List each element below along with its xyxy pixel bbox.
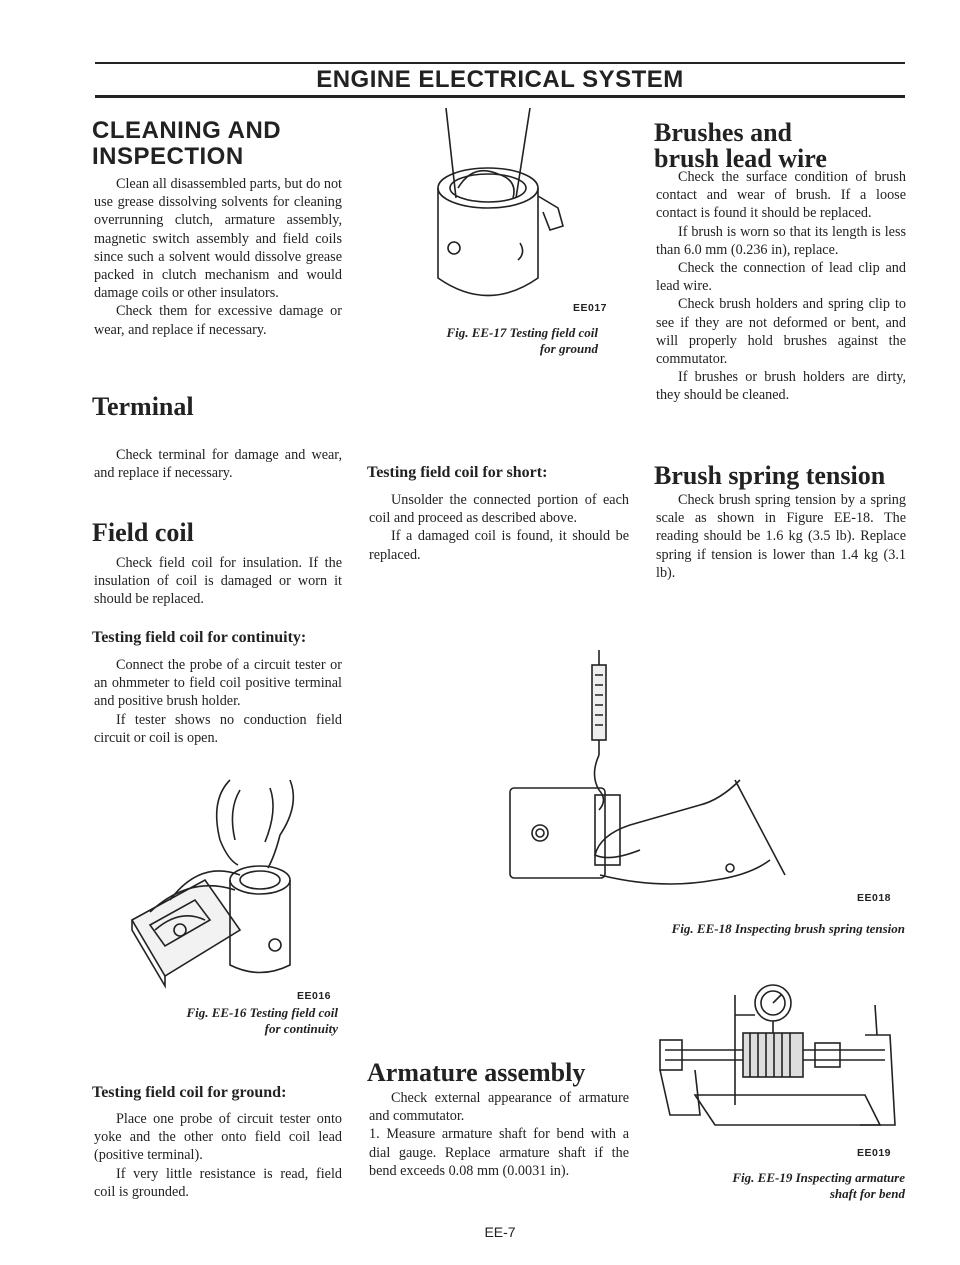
cleaning-title <box>92 118 281 170</box>
fig-ee19-illustration <box>655 975 900 1145</box>
fieldcoil-text <box>94 554 342 609</box>
fig-ee19-caption-line-2: shaft for bend <box>829 1186 905 1201</box>
continuity-title: Testing field coil for continuity: <box>92 629 307 646</box>
brushes-paragraph-1: Check the surface condition of brush contact and wear of brush. If a loose contact is found it should be replaced. <box>656 169 906 222</box>
header-rule-top <box>95 62 905 64</box>
page-number: EE-7 <box>484 1224 516 1240</box>
cleaning-paragraph-1: Clean all disassembled parts, but do not use grease dissolving solvents for cleaning overrunning clutch, armature assembly, magnetic switch assembly and field coils since such a solvent would dissolve grease packed in clutch mechanism and would damage coils or other insulators. <box>94 176 342 302</box>
fig-ee18-caption: Fig. EE-18 Inspecting brush spring tension <box>671 921 905 936</box>
terminal-text <box>94 446 342 482</box>
fig-ee16-illustration <box>110 780 310 990</box>
terminal-paragraph-1: Check terminal for damage and wear, and replace if necessary. <box>94 447 342 482</box>
fieldcoil-title: Field coil <box>92 518 194 547</box>
fig-ee16-caption-line-2: for continuity <box>264 1021 338 1036</box>
cleaning-title-line-2: INSPECTION <box>92 143 244 170</box>
short-paragraph-1: Unsolder the connected portion of each coil and proceed as described above. <box>369 492 629 527</box>
fig-ee16-code: EE016 <box>297 990 332 1002</box>
armature-paragraph-1: Check external appearance of armature and commutator. <box>369 1090 629 1125</box>
brushes-text <box>656 168 906 405</box>
short-paragraph-2: If a damaged coil is found, it should be replaced. <box>369 528 629 563</box>
fig-ee17-caption <box>430 325 598 357</box>
fig-ee17-illustration <box>418 108 568 313</box>
fig-ee16-caption <box>150 1005 338 1037</box>
armature-paragraph-2: 1. Measure armature shaft for bend with a dial gauge. Replace armature shaft if the bend exceeds 0.08 mm (0.0031 in). <box>369 1126 629 1179</box>
fieldcoil-paragraph-1: Check field coil for insulation. If the insulation of coil is damaged or worn it should be replaced. <box>94 555 342 608</box>
brushes-paragraph-2: If brush is worn so that its length is less than 6.0 mm (0.236 in), replace. <box>656 223 906 258</box>
fig-ee18-code: EE018 <box>857 892 892 904</box>
continuity-paragraph-1: Connect the probe of a circuit tester or an ohmmeter to field coil positive terminal and positive brush holder. <box>94 657 342 710</box>
continuity-text <box>94 656 342 747</box>
fig-ee18-illustration <box>500 650 790 885</box>
armature-title: Armature assembly <box>367 1058 586 1087</box>
continuity-paragraph-2: If tester shows no conduction field circuit or coil is open. <box>94 711 342 746</box>
brushes-title-line-2: brush lead wire <box>654 144 827 173</box>
page-header: ENGINE ELECTRICAL SYSTEM <box>316 66 684 93</box>
short-title: Testing field coil for short: <box>367 464 548 481</box>
ground-paragraph-1: Place one probe of circuit tester onto yoke and the other onto field coil lead (positive terminal). <box>94 1111 342 1164</box>
brushes-title-line-1: Brushes and <box>654 118 792 147</box>
fig-ee19-caption-line-1: Fig. EE-19 Inspecting armature <box>732 1170 905 1185</box>
ground-text <box>94 1110 342 1201</box>
fig-ee17-caption-line-2: for ground <box>539 341 598 356</box>
fig-ee19-caption <box>690 1170 905 1202</box>
short-text <box>369 491 629 564</box>
fig-ee19-code: EE019 <box>857 1147 892 1159</box>
spring-paragraph-1: Check brush spring tension by a spring scale as shown in Figure EE-18. The reading should be 1.6 kg (3.5 lb). Replace spring if tension is lower than 1.4 kg (3.1 lb). <box>656 492 906 581</box>
cleaning-text <box>94 175 342 339</box>
fig-ee16-caption-line-1: Fig. EE-16 Testing field coil <box>186 1005 338 1020</box>
header-rule-bottom <box>95 95 905 98</box>
ground-paragraph-2: If very little resistance is read, field coil is grounded. <box>94 1165 342 1200</box>
spring-title: Brush spring tension <box>654 461 886 490</box>
fig-ee17-caption-line-1: Fig. EE-17 Testing field coil <box>446 325 598 340</box>
cleaning-paragraph-2: Check them for excessive damage or wear, and replace if necessary. <box>94 303 342 338</box>
spring-text <box>656 491 906 582</box>
cleaning-title-line-1: CLEANING AND <box>92 117 282 144</box>
terminal-title: Terminal <box>92 392 194 421</box>
ground-title: Testing field coil for ground: <box>92 1084 287 1101</box>
fig-ee17-code: EE017 <box>573 302 608 314</box>
armature-text <box>369 1089 629 1180</box>
brushes-title <box>654 120 827 172</box>
brushes-paragraph-5: If brushes or brush holders are dirty, they should be cleaned. <box>656 369 906 404</box>
brushes-paragraph-4: Check brush holders and spring clip to see if they are not deformed or bent, and will properly hold brushes against the commutator. <box>656 296 906 368</box>
brushes-paragraph-3: Check the connection of lead clip and lead wire. <box>656 260 906 295</box>
